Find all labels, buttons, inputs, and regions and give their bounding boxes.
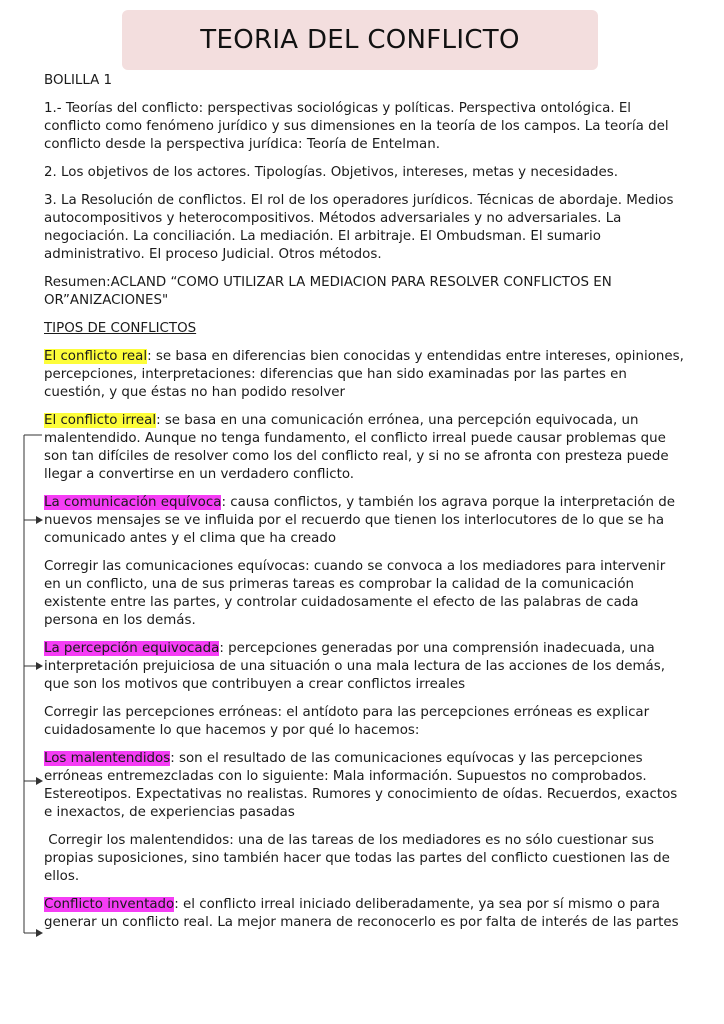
arrow-right-icon (36, 929, 43, 937)
conflicto-real-paragraph (44, 348, 684, 402)
conflicto-real-term: El conflicto real (44, 349, 148, 364)
percepcion-text: : percepciones generadas por una comprensión inadecuada, una interpretación prejuiciosa de una situación o una mala lectura de las acciones de los demás, que son los motivos que contribuyen a crear conflictos irreales (44, 641, 665, 692)
tipos-heading: TIPOS DE CONFLICTOS (44, 321, 197, 336)
arrow-right-icon (36, 516, 43, 524)
percepcion-paragraph (44, 640, 684, 694)
paragraph-2: 2. Los objetivos de los actores. Tipologías. Objetivos, intereses, metas y necesidades. (44, 165, 619, 180)
resumen-paragraph: Resumen:ACLAND “COMO UTILIZAR LA MEDIACION PARA RESOLVER CONFLICTOS EN OR”ANIZACIONES" (44, 275, 612, 308)
conflicto-real-text: : se basa en diferencias bien conocidas y entendidas entre intereses, opiniones, percepciones, interpretaciones: diferencias que han sido examinadas por las partes en cuestión, y que éstas no han podido resolver (44, 349, 684, 400)
arrow-right-icon (36, 662, 43, 670)
page-title: TEORIA DEL CONFLICTO (200, 25, 520, 55)
comunicacion-paragraph (44, 494, 684, 548)
conflicto-inventado-paragraph (44, 896, 684, 932)
conflicto-inventado-term: Conflicto inventado (44, 897, 175, 912)
comunicacion-term: La comunicación equívoca (44, 495, 222, 510)
comunicacion-text: : causa conflictos, y también los agrava porque la interpretación de nuevos mensajes se ve influida por el recuerdo que tienen los interlocutores de lo que se ha comunicado antes y el clima que ha creado (44, 495, 676, 546)
conflicto-irreal-term: El conflicto irreal (44, 413, 157, 428)
corregir-percepciones-paragraph: Corregir las percepciones erróneas: el antídoto para las percepciones erróneas es explicar cuidadosamente lo que hacemos y por qué lo hacemos: (44, 705, 650, 738)
malentendidos-text: : son el resultado de las comunicaciones equívocas y las percepciones erróneas entremezcladas con lo siguiente: Mala información. Supuestos no comprobados. Estereotipos. Expectativas no realistas. Rumores y conocimiento de oídas. Recuerdos, exactos e inexactos, de experiencias pasadas (44, 751, 678, 820)
conflicto-irreal-text: : se basa en una comunicación errónea, una percepción equivocada, un malentendido. Aunque no tenga fundamento, el conflicto irreal puede causar problemas que son tan difíciles de resolver como los del conflicto real, y si no se afronta con presteza puede llegar a convertirse en un verdadero conflicto. (44, 413, 669, 482)
malentendidos-term: Los malentendidos (44, 751, 171, 766)
percepcion-term: La percepción equivocada (44, 641, 220, 656)
document-body (44, 72, 684, 942)
arrow-right-icon (36, 777, 43, 785)
paragraph-1: 1.- Teorías del conflicto: perspectivas sociológicas y políticas. Perspectiva ontológica. El conflicto como fenómeno jurídico y sus dimensiones en la teoría de los campos. La teoría del conflicto desde la perspectiva jurídica: Teoría de Entelman. (44, 101, 669, 152)
corregir-malentendidos-paragraph: Corregir los malentendidos: una de las tareas de los mediadores es no sólo cuestionar sus propias suposiciones, sino también hacer que todas las partes del conflicto cuestionen las de ellos. (44, 833, 675, 884)
title-box (122, 10, 598, 70)
corregir-comunicaciones-paragraph: Corregir las comunicaciones equívocas: cuando se convoca a los mediadores para intervenir en un conflicto, una de sus primeras tareas es comprobar la calidad de la comunicación existente entre las partes, y controlar cuidadosamente el efecto de las palabras de cada persona en los demás. (44, 559, 666, 628)
conflicto-irreal-paragraph (44, 412, 684, 484)
conflicto-inventado-text: : el conflicto irreal iniciado deliberadamente, ya sea por sí mismo o para generar un conflicto real. La mejor manera de reconocerlo es por falta de interés de las partes (44, 897, 679, 930)
paragraph-3: 3. La Resolución de conflictos. El rol de los operadores jurídicos. Técnicas de abordaje. Medios autocompositivos y heterocompositivos. Métodos adversariales y no adversariales. La negociación. La conciliación. La mediación. El arbitraje. El Ombudsman. El sumario administrativo. El proceso Judicial. Otros métodos. (44, 193, 674, 262)
bolilla-label: BOLILLA 1 (44, 73, 113, 88)
malentendidos-paragraph (44, 750, 684, 822)
